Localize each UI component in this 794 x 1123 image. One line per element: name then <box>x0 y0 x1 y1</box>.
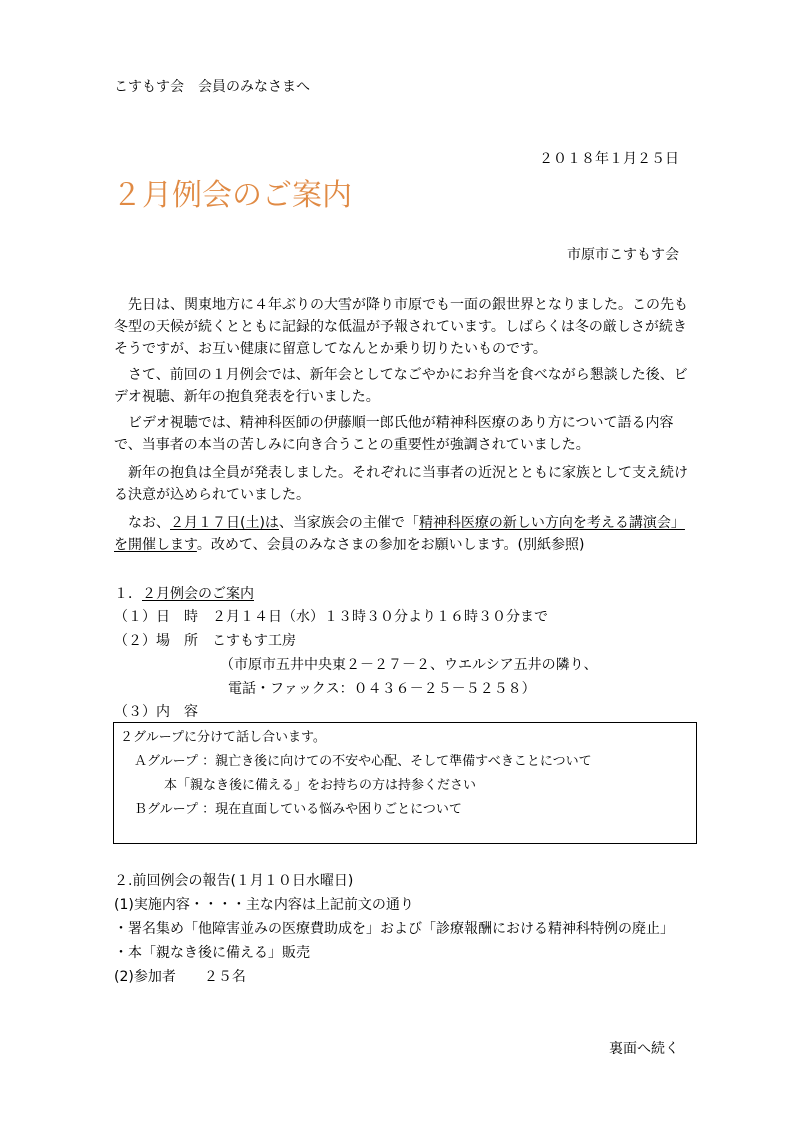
sender: 市原市こすもす会 <box>567 247 679 263</box>
p5-event-underlined: 精神科医療の新しい方向を考える講演会」を開催します <box>114 515 685 553</box>
box-line-4: Ｂグループ ：現在直面している悩みや困りごとについて <box>134 802 462 817</box>
time-label: （１）日 時 <box>114 609 198 625</box>
body-paragraph-5 <box>114 512 689 556</box>
section1-title: ２月例会のご案内 <box>142 586 254 602</box>
section2-line-3: ・本「親なき後に備える」販売 <box>114 945 310 961</box>
continued-on-back: 裏面へ続く <box>609 1041 679 1057</box>
document-date: ２０１８年１月２５日 <box>539 151 679 167</box>
p5-prefix: なお、 <box>114 515 170 531</box>
addressee: こすもす会 会員のみなさまへ <box>114 79 310 95</box>
page-title: ２月例会のご案内 <box>112 178 352 213</box>
section1-heading <box>114 583 254 605</box>
content-box <box>113 722 697 844</box>
body-paragraph-3: ビデオ視聴では、精神科医師の伊藤順一郎氏他が精神科医療のあり方について語る内容で、当事者の本当の苦しみに向き合うことの重要性が強調されていました。 <box>114 415 674 453</box>
section1-number: １． <box>114 586 142 602</box>
content-label: （３）内 容 <box>114 704 198 720</box>
section2-line-4: (2)参加者 ２５名 <box>114 969 246 985</box>
time-value: ２月１４日（水）１３時３０分より１６時３０分まで <box>212 609 548 625</box>
box-line-1: ２グループに分けて話し合います。 <box>120 730 326 745</box>
p5-date-underlined: ２月１７日(土)は <box>170 515 279 531</box>
section2-line-1: (1)実施内容・・・・主な内容は上記前文の通り <box>114 897 414 913</box>
address-line-2: 電話・ファックス：０４３６－２５－５２５８） <box>228 681 536 697</box>
place-value: こすもす工房 <box>212 633 296 649</box>
p5-middle: 、当家族会の主催で「 <box>278 515 419 531</box>
section2-heading: ２.前回例会の報告(１月１０日水曜日) <box>114 873 354 889</box>
body-paragraph-4: 新年の抱負は全員が発表しました。それぞれに当事者の近況とともに家族として支え続ける決意が込められていました。 <box>114 465 688 503</box>
box-line-2: Ａグループ ：親亡き後に向けての不安や心配、そして準備すべきことについて <box>134 754 592 769</box>
body-paragraph-2: さて、前回の１月例会では、新年会としてなごやかにお弁当を食べながら懇談した後、ビデオ視聴、新年の抱負発表を行いました。 <box>114 367 688 405</box>
place-label: （２）場 所 <box>114 633 198 649</box>
address-line-1: （市原市五井中央東２－２７－２、ウエルシア五井の隣り、 <box>220 657 598 673</box>
time-row <box>114 606 548 628</box>
box-line-3: 本「親なき後に備える」をお持ちの方は持参ください <box>164 778 477 793</box>
body-paragraph-1: 先日は、関東地方に４年ぶりの大雪が降り市原でも一面の銀世界となりました。この先も冬型の天候が続くとともに記録的な低温が予報されています。しばらくは冬の厳しさが続きそうですが、お互い健康に留意してなんとか乗り切りたいものです。 <box>114 297 688 357</box>
section2-line-2: ・署名集め「他障害並みの医療費助成を」および「診療報酬における精神科特例の廃止」 <box>114 921 674 937</box>
place-row <box>114 630 296 652</box>
p5-suffix: 。改めて、会員のみなさまの参加をお願いします。(別紙参照) <box>196 537 585 553</box>
